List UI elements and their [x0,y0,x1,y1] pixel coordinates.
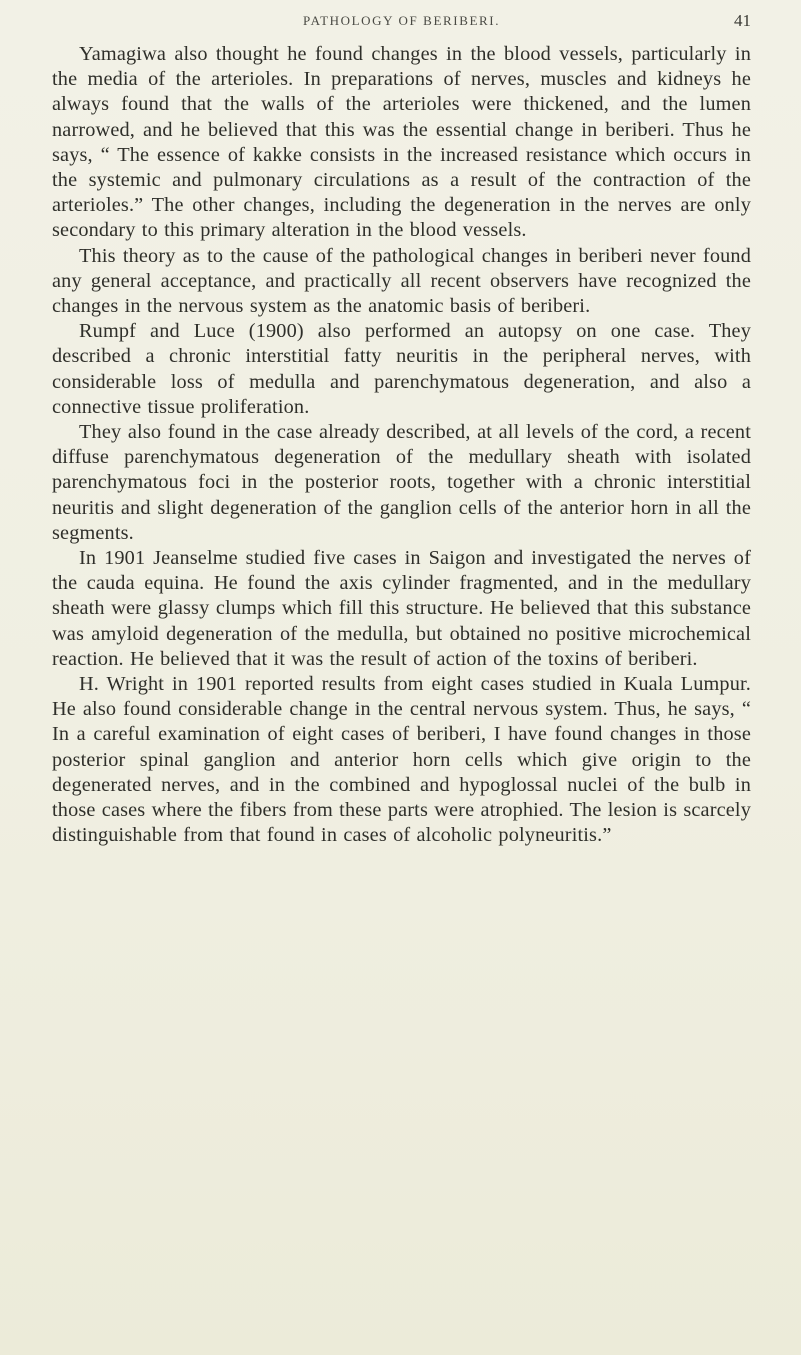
paragraph-yamagiwa: Yamagiwa also thought he found changes in the blood vessels, particularly in the media of the arterioles. In preparations of nerves, muscles and kidneys he always found that the walls of the arterioles were thickened, and the lumen narrowed, and he believed that this was the essential change in beriberi. Thus he says, “ The essence of kakke consists in the increased resistance which occurs in the systemic and pulmonary circulations as a result of the contraction of the arterioles.” The other changes, including the degeneration in the nerves are only secondary to this primary alteration in the blood vessels. [52,43,751,242]
paragraph-theory: This theory as to the cause of the pathological changes in beriberi never found any general acceptance, and practically all recent observers have recognized the changes in the nervous system as the anatomic basis of beriberi. [52,244,751,318]
body-text [52,42,751,849]
paragraph-rumpf-luce: Rumpf and Luce (1900) also performed an autopsy on one case. They described a chronic interstitial fatty neuritis in the peripheral nerves, with considerable loss of medulla and parenchymatous degeneration, and also a connective tissue proliferation. [52,320,751,418]
page-number: 41 [734,11,751,30]
paragraph-cord-findings: They also found in the case already described, at all levels of the cord, a recent diffuse parenchymatous degeneration of the medullary sheath with isolated parenchymatous foci in the posterior roots, together with a chronic interstitial neuritis and slight degeneration of the ganglion cells of the anterior horn in all the segments. [52,421,751,544]
running-title: PATHOLOGY OF BERIBERI. [302,13,501,28]
paragraph-jeanselme: In 1901 Jeanselme studied five cases in Saigon and investigated the nerves of the cauda equina. He found the axis cylinder fragmented, and in the medullary sheath were glassy clumps which fill this structure. He believed that this substance was amyloid degeneration of the medulla, but obtained no positive microchemical reaction. He believed that it was the result of action of the toxins of beriberi. [52,547,751,670]
paragraph-wright: H. Wright in 1901 reported results from eight cases studied in Kuala Lumpur. He also found considerable change in the central nervous system. Thus, he says, “ In a careful examination of eight cases of beriberi, I have found changes in those posterior spinal ganglion and anterior horn cells which give origin to the degenerated nerves, and in the combined and hypoglossal nuclei of the bulb in those cases where the fibers from these parts were atrophied. The lesion is scarcely distinguishable from that found in cases of alcoholic polyneuritis.” [52,673,751,847]
running-header [52,0,751,36]
